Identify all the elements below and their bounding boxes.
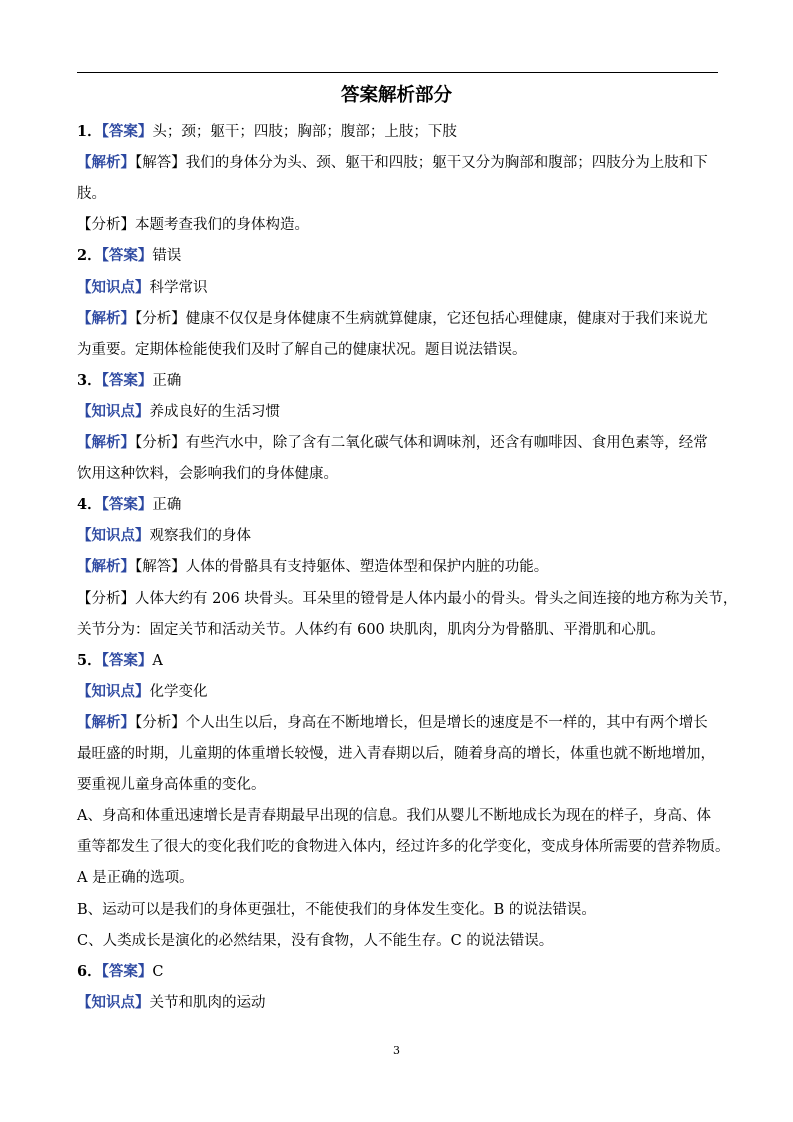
line-text: 养成良好的生活习惯 (149, 403, 280, 420)
line-text: 【解答】人体的骨骼具有支持躯体、塑造体型和保护内脏的功能。 (135, 559, 549, 576)
text-line (77, 775, 718, 795)
text-line (77, 340, 718, 360)
text-line (77, 900, 718, 920)
text-line (77, 122, 718, 142)
text-line (77, 806, 718, 826)
question-number: 4． (77, 496, 102, 514)
text-line (77, 651, 718, 671)
question-number: 6． (77, 962, 102, 980)
text-line (77, 215, 718, 235)
label-tag: 【知识点】 (77, 402, 150, 420)
line-text: 【分析】有些汽水中，除了含有二氧化碳气体和调味剂，还含有咖啡因、食用色素等，经常 (135, 435, 708, 451)
text-line (77, 371, 718, 391)
section-title: 答案解析部分 (340, 85, 452, 106)
line-text: 观察我们的身体 (149, 528, 251, 545)
label-tag: 【解析】 (77, 309, 135, 327)
label-tag: 【答案】 (101, 651, 153, 669)
label-tag: 【知识点】 (77, 527, 150, 545)
line-text: A (152, 652, 163, 669)
text-line (77, 309, 718, 329)
line-text: 饮用这种饮料，会影响我们的身体健康。 (77, 466, 338, 483)
question-number: 1． (77, 123, 102, 140)
text-line (77, 713, 718, 733)
label-tag: 【答案】 (101, 962, 153, 980)
line-text: 错误 (152, 248, 182, 265)
label-tag: 【知识点】 (77, 278, 150, 296)
text-line (77, 278, 718, 298)
line-text: 【分析】本题考查我们的身体构造。 (77, 217, 309, 234)
text-line (77, 402, 718, 422)
question-number: 3． (77, 371, 102, 389)
label-tag: 【知识点】 (77, 682, 150, 700)
text-line (77, 433, 718, 453)
line-text: 关节和肌肉的运动 (149, 994, 266, 1011)
line-text: 要重视儿童身高体重的变化。 (77, 777, 266, 794)
line-text: 【分析】健康不仅仅是身体健康不生病就算健康，它还包括心理健康，健康对于我们来说尤 (135, 310, 708, 327)
line-text: 正确 (152, 372, 182, 389)
label-tag: 【答案】 (101, 247, 153, 265)
label-tag: 【知识点】 (77, 993, 150, 1011)
line-text: 肢。 (77, 186, 106, 203)
question-number: 2． (77, 247, 102, 265)
line-text: 【分析】人体大约有 206 块骨头。耳朵里的镫骨是人体内最小的骨头。骨头之间连接的地方称为关节， (77, 590, 738, 607)
label-tag: 【解析】 (77, 713, 135, 731)
text-line (77, 962, 718, 982)
text-line (77, 464, 718, 484)
text-line (77, 837, 730, 857)
line-text: 关节分为：固定关节和活动关节。人体约有 600 块肌肉，肌肉分为骨骼肌、平滑肌和心肌。 (77, 621, 665, 638)
text-line (77, 589, 738, 609)
text-line (77, 557, 718, 577)
text-line (77, 868, 718, 888)
line-text: A、身高和体重迅速增长是青春期最早出现的信息。我们从婴儿不断地成长为现在的样子，身高、体 (77, 808, 711, 825)
text-line (77, 184, 718, 204)
question-number: 5． (77, 651, 102, 669)
line-text: 【分析】个人出生以后，身高在不断地增长，但是增长的速度是不一样的，其中有两个增长 (135, 714, 708, 731)
text-line (77, 495, 718, 515)
line-text: 正确 (152, 497, 182, 514)
line-text: 【解答】我们的身体分为头、颈、躯干和四肢；躯干又分为胸部和腹部；四肢分为上肢和下 (135, 155, 708, 172)
label-tag: 【解析】 (77, 434, 135, 451)
text-line (77, 153, 718, 173)
text-line (77, 246, 718, 266)
text-line (77, 993, 718, 1013)
label-tag: 【解析】 (77, 154, 135, 172)
header-rule (77, 72, 718, 73)
line-text: 最旺盛的时期，儿童期的体重增长较慢，进入青春期以后，随着身高的增长，体重也就不断地增加， (77, 746, 715, 762)
page-number: 3 (393, 1044, 400, 1057)
text-line (77, 620, 718, 640)
label-tag: 【答案】 (101, 496, 153, 514)
text-line (77, 682, 718, 702)
label-tag: 【答案】 (101, 123, 153, 140)
text-line (77, 744, 718, 764)
line-text: 科学常识 (149, 279, 208, 296)
line-text: A 是正确的选项。 (77, 870, 194, 887)
line-text: 为重要。定期体检能使我们及时了解自己的健康状况。题目说法错误。 (77, 341, 527, 358)
label-tag: 【答案】 (101, 371, 153, 389)
line-text: 重等都发生了很大的变化我们吃的食物进入体内，经过许多的化学变化，变成身体所需要的营养物质。 (77, 839, 730, 856)
text-line (77, 526, 718, 546)
line-text: C (152, 963, 164, 980)
text-line (77, 931, 718, 951)
label-tag: 【解析】 (77, 558, 135, 576)
line-text: B、运动可以是我们的身体更强壮，不能使我们的身体发生变化。B 的说法错误。 (77, 901, 596, 918)
line-text: 化学变化 (149, 683, 208, 700)
line-text: 头；颈；躯干；四肢；胸部；腹部；上肢；下肢 (152, 124, 457, 140)
line-text: C、人类成长是演化的必然结果，没有食物，人不能生存。C 的说法错误。 (77, 932, 554, 949)
